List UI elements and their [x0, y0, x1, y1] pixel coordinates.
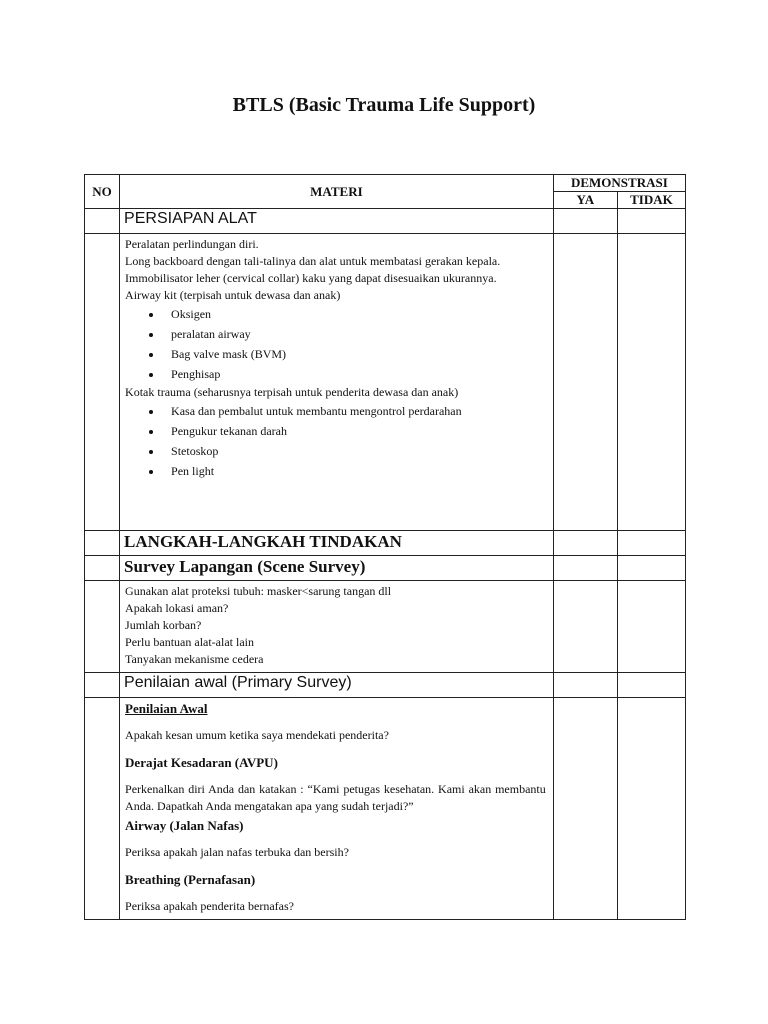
- survey-line: Perlu bantuan alat-alat lain: [125, 635, 254, 649]
- breathing-title: Breathing (Pernafasan): [125, 872, 256, 887]
- survey-line: Jumlah korban?: [125, 618, 202, 632]
- avpu-title: Derajat Kesadaran (AVPU): [125, 755, 278, 770]
- persiapan-line: Immobilisator leher (cervical collar) kaku yang dapat disesuaikan ukurannya.: [125, 271, 497, 285]
- header-demonstrasi: DEMONSTRASI: [553, 175, 685, 192]
- header-tidak: TIDAK: [617, 192, 685, 209]
- tidak-checkbox-cell[interactable]: [617, 581, 685, 673]
- airway-title: Airway (Jalan Nafas): [125, 818, 244, 833]
- tidak-checkbox-cell[interactable]: [617, 531, 685, 556]
- penilaian-awal-title: Penilaian Awal: [125, 701, 208, 716]
- no-cell: [85, 234, 120, 531]
- list-item: • peralatan airway: [163, 324, 546, 344]
- no-cell: [85, 531, 120, 556]
- survey-line: Tanyakan mekanisme cedera: [125, 652, 264, 666]
- no-cell: [85, 581, 120, 673]
- no-cell: [85, 698, 120, 920]
- list-item: • Pen light: [163, 461, 546, 481]
- penilaian-awal-text: Apakah kesan umum ketika saya mendekati penderita?: [125, 728, 389, 742]
- no-cell: [85, 556, 120, 581]
- persiapan-line: Long backboard dengan tali-talinya dan alat untuk membatasi gerakan kepala.: [125, 254, 501, 268]
- header-no: NO: [85, 175, 120, 209]
- section-persiapan-alat: PERSIAPAN ALAT: [120, 209, 554, 234]
- header-ya: YA: [553, 192, 617, 209]
- checklist-table: [84, 174, 686, 920]
- section-langkah-tindakan: LANGKAH-LANGKAH TINDAKAN: [120, 531, 554, 556]
- breathing-text: Periksa apakah penderita bernafas?: [125, 899, 294, 913]
- kotak-trauma-line: Kotak trauma (seharusnya terpisah untuk penderita dewasa dan anak): [125, 385, 459, 399]
- section-primary-survey: Penilaian awal (Primary Survey): [120, 673, 554, 698]
- persiapan-line: Airway kit (terpisah untuk dewasa dan anak): [125, 288, 341, 302]
- ya-checkbox-cell[interactable]: [553, 673, 617, 698]
- list-item: • Stetoskop: [163, 441, 546, 461]
- list-item: • Oksigen: [163, 304, 546, 324]
- persiapan-content: [120, 234, 554, 531]
- survey-content: [120, 581, 554, 673]
- tidak-checkbox-cell[interactable]: [617, 234, 685, 531]
- airway-text: Periksa apakah jalan nafas terbuka dan bersih?: [125, 845, 349, 859]
- ya-checkbox-cell[interactable]: [553, 581, 617, 673]
- no-cell: [85, 673, 120, 698]
- list-item: • Pengukur tekanan darah: [163, 421, 546, 441]
- tidak-checkbox-cell[interactable]: [617, 698, 685, 920]
- list-item: • Penghisap: [163, 364, 546, 384]
- tidak-checkbox-cell[interactable]: [617, 556, 685, 581]
- ya-checkbox-cell[interactable]: [553, 698, 617, 920]
- kotak-trauma-list: [125, 401, 546, 481]
- airway-kit-list: [125, 304, 546, 384]
- ya-checkbox-cell[interactable]: [553, 234, 617, 531]
- persiapan-line: Peralatan perlindungan diri.: [125, 237, 259, 251]
- avpu-text: Perkenalkan diri Anda dan katakan : “Kami petugas kesehatan. Kami akan membantu Anda. Dapatkah Anda mengatakan apa yang sudah terjadi?”: [125, 782, 546, 813]
- survey-line: Apakah lokasi aman?: [125, 601, 229, 615]
- ya-checkbox-cell[interactable]: [553, 531, 617, 556]
- tidak-checkbox-cell[interactable]: [617, 209, 685, 234]
- survey-line: Gunakan alat proteksi tubuh: masker<sarung tangan dll: [125, 584, 392, 598]
- tidak-checkbox-cell[interactable]: [617, 673, 685, 698]
- page-title: BTLS (Basic Trauma Life Support): [232, 94, 536, 116]
- no-cell: [85, 209, 120, 234]
- list-item: • Kasa dan pembalut untuk membantu mengontrol perdarahan: [163, 401, 546, 421]
- header-materi: MATERI: [120, 175, 554, 209]
- section-survey-lapangan: Survey Lapangan (Scene Survey): [120, 556, 554, 581]
- list-item: • Bag valve mask (BVM): [163, 344, 546, 364]
- ya-checkbox-cell[interactable]: [553, 556, 617, 581]
- ya-checkbox-cell[interactable]: [553, 209, 617, 234]
- primary-survey-content: [120, 698, 554, 920]
